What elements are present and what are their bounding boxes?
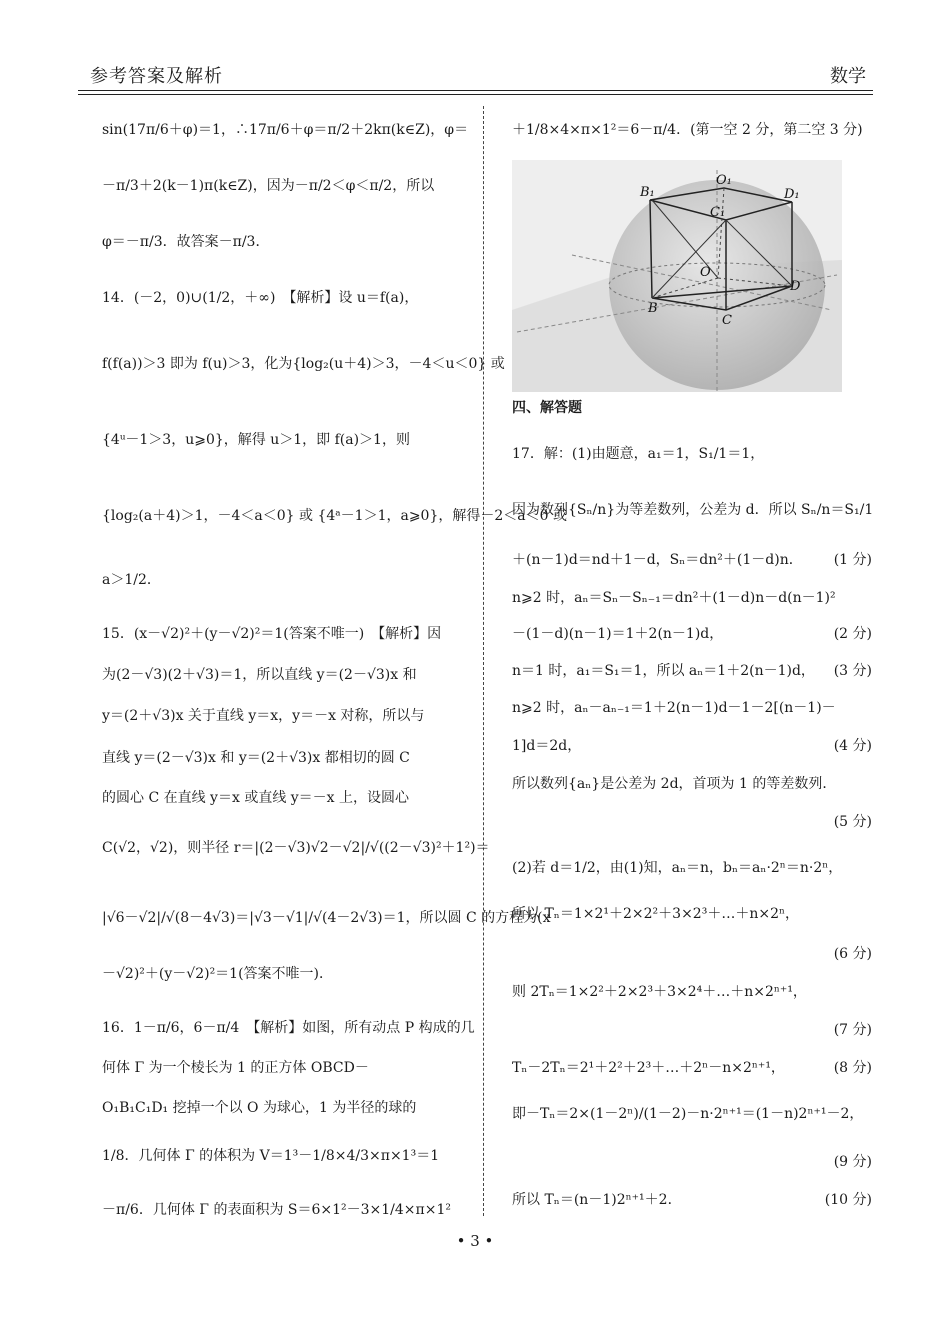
text-line: －π/6．几何体 Γ 的表面积为 S＝6×1²－3×1/4×π×1² [102,1202,451,1218]
label-D: D [790,279,801,294]
score-note: (6 分) [833,946,872,962]
score-note: (1 分) [833,552,872,568]
text-line: φ＝－π/3．故答案－π/3． [102,234,270,250]
text-line: －(1－d)(n－1)＝1＋2(n－1)d， [512,626,724,642]
score-note: (9 分) [833,1154,872,1170]
text-line: 何体 Γ 为一个棱长为 1 的正方体 OBCD－ [102,1060,369,1076]
label-O: O [700,265,711,280]
label-D1: D₁ [784,187,800,202]
section-heading: 四、解答题 [512,400,582,416]
label-C: C [722,313,732,328]
text-line: 14．(－2，0)∪(1/2，＋∞) 【解析】设 u＝f(a)， [102,290,419,306]
score-note: (8 分) [833,1060,872,1076]
text-line: f(f(a))＞3 即为 f(u)＞3，化为{log₂(u＋4)＞3，－4＜u＜0} 或 [102,356,505,372]
label-O1: O₁ [716,173,732,188]
text-line-with-score [512,624,872,644]
text-line: n⩾2 时，aₙ－aₙ₋₁＝1＋2(n－1)d－1－2[(n－1)－ [512,700,836,716]
text-line: n＝1 时，a₁＝S₁＝1，所以 aₙ＝1＋2(n－1)d， [512,663,815,679]
text-line: 的圆心 C 在直线 y＝x 或直线 y＝－x 上，设圆心 [102,790,410,806]
page-number: • 3 • [456,1232,494,1250]
label-C1: C₁ [710,205,726,220]
score-note: (5 分) [833,814,872,830]
text-line: 即－Tₙ＝2×(1－2ⁿ)/(1－2)－n·2ⁿ⁺¹＝(1－n)2ⁿ⁺¹－2， [512,1106,864,1122]
text-line-with-score [512,661,872,681]
text-line: 1/8．几何体 Γ 的体积为 V＝1³－1/8×4/3×π×1³＝1 [102,1148,440,1164]
header-subject: 数学 [830,66,866,87]
column-divider [483,106,484,1216]
score-note: (10 分) [824,1192,872,1208]
text-line: a＞1/2． [102,572,161,588]
text-line: －π/3＋2(k－1)π(k∈Z)，因为－π/2＜φ＜π/2，所以 [102,178,435,194]
text-line: {log₂(a＋4)＞1，－4＜a＜0} 或 {4ᵃ－1＞1，a⩾0}，解得－2＜a＜0 或 [102,508,567,524]
page-header [90,58,870,90]
text-line: 1]d＝2d， [512,738,582,754]
header-rule [78,90,873,91]
text-line: 所以 Tₙ＝1×2¹＋2×2²＋3×2³＋…＋n×2ⁿ， [512,906,800,922]
text-line: 所以 Tₙ＝(n－1)2ⁿ⁺¹＋2． [512,1192,682,1208]
text-line: 直线 y＝(2－√3)x 和 y＝(2＋√3)x 都相切的圆 C [102,750,410,766]
geometry-figure [512,160,842,392]
score-note: (3 分) [833,663,872,679]
text-line: 17．解：(1)由题意，a₁＝1，S₁/1＝1， [512,446,765,462]
header-rule-thin [78,94,873,95]
text-line-with-score [512,1190,872,1210]
text-line: y＝(2＋√3)x 关于直线 y＝x，y＝－x 对称，所以与 [102,708,425,724]
label-B: B [648,301,658,316]
text-line: ＋1/8×4×π×1²＝6－π/4．(第一空 2 分，第二空 3 分) [512,122,863,138]
text-line: Tₙ－2Tₙ＝2¹＋2²＋2³＋…＋2ⁿ－n×2ⁿ⁺¹， [512,1060,785,1076]
score-note: (7 分) [833,1022,872,1038]
score-note: (2 分) [833,626,872,642]
label-B1: B₁ [640,185,655,200]
text-line: －√2)²＋(y－√2)²＝1(答案不唯一)． [102,966,334,982]
score-note: (4 分) [833,738,872,754]
text-line: |√6－√2|/√(8－4√3)＝|√3－√1|/√(4－2√3)＝1，所以圆 C 的方程为(x [102,910,551,926]
text-line-with-score [512,1058,872,1078]
text-line: C(√2，√2)，则半径 r＝|(2－√3)√2－√2|/√((2－√3)²＋1²)＝ [102,840,490,856]
text-line: 16．1－π/6，6－π/4 【解析】如图，所有动点 P 构成的几 [102,1020,475,1036]
text-line: 为(2－√3)(2＋√3)＝1，所以直线 y＝(2－√3)x 和 [102,667,417,683]
text-line: O₁B₁C₁D₁ 挖掉一个以 O 为球心，1 为半径的球的 [102,1100,417,1116]
text-line-with-score [512,736,872,756]
text-line: 因为数列{Sₙ/n}为等差数列，公差为 d．所以 Sₙ/n＝S₁/1 [512,502,874,518]
text-line: ＋(n－1)d＝nd＋1－d，Sₙ＝dn²＋(1－d)n． [512,552,803,568]
text-line: n⩾2 时，aₙ＝Sₙ－Sₙ₋₁＝dn²＋(1－d)n－d(n－1)² [512,590,836,606]
text-line: sin(17π/6＋φ)＝1，∴17π/6＋φ＝π/2＋2kπ(k∈Z)，φ＝ [102,122,469,138]
text-line: {4ᵘ－1＞3，u⩾0}，解得 u＞1，即 f(a)＞1，则 [102,432,410,448]
text-line: 则 2Tₙ＝1×2²＋2×2³＋3×2⁴＋…＋n×2ⁿ⁺¹， [512,984,807,1000]
text-line-with-score [512,550,872,570]
text-line: 所以数列{aₙ}是公差为 2d，首项为 1 的等差数列． [512,776,837,792]
text-line: 15．(x－√2)²＋(y－√2)²＝1(答案不唯一) 【解析】因 [102,626,442,642]
text-line: (2)若 d＝1/2，由(1)知，aₙ＝n，bₙ＝aₙ·2ⁿ＝n·2ⁿ， [512,860,843,876]
header-left-title: 参考答案及解析 [90,66,223,87]
